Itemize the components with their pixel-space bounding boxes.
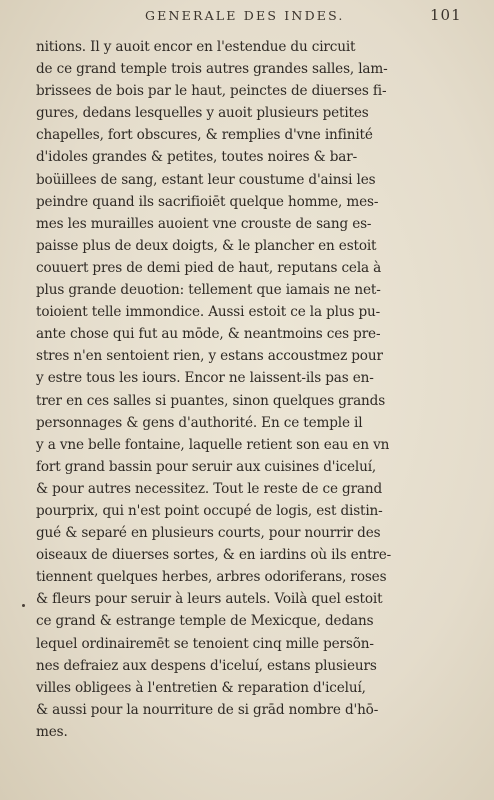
text-line: personnages & gens d'authorité. En ce temple il	[36, 414, 363, 431]
text-line: d'idoles grandes & petites, toutes noires & bar-	[36, 149, 358, 166]
page-header	[0, 6, 494, 28]
text-line: de ce grand temple trois autres grandes salles, lam-	[36, 61, 388, 78]
text-line: y estre tous les iours. Encor ne laissent-ils pas en-	[36, 370, 374, 387]
text-line: ce grand & estrange temple de Mexicque, dedans	[36, 613, 374, 630]
text-line: mes les murailles auoient vne crouste de sang es-	[36, 215, 372, 232]
text-line: paisse plus de deux doigts, & le plancher en estoit	[36, 237, 377, 254]
margin-mark	[22, 604, 25, 607]
text-line: mes.	[36, 723, 68, 740]
text-line: brissees de bois par le haut, peinctes de diuerses fi-	[36, 83, 387, 100]
text-line: & pour autres necessitez. Tout le reste de ce grand	[36, 480, 383, 497]
text-line: chapelles, fort obscures, & remplies d'vne infinité	[36, 127, 373, 144]
text-line: stres n'en sentoient rien, y estans accoustmez pour	[36, 348, 383, 365]
text-line: trer en ces salles si puantes, sinon quelques grands	[36, 392, 386, 409]
text-line: & fleurs pour seruir à leurs autels. Voilà quel estoit	[36, 591, 383, 608]
text-line: lequel ordinairemēt se tenoient cinq mille persõn-	[36, 635, 374, 652]
text-line: couuert pres de demi pied de haut, reputans cela à	[36, 259, 382, 276]
text-line: & aussi pour la nourriture de si grād nombre d'hō-	[36, 701, 379, 718]
text-line: y a vne belle fontaine, laquelle retient son eau en vn	[36, 436, 390, 453]
text-line: villes obligees à l'entretien & reparation d'iceluí,	[36, 679, 366, 696]
running-head: GENERALE DES INDES.	[145, 8, 345, 23]
text-line: boüillees de sang, estant leur coustume d'ainsi les	[36, 171, 376, 188]
page-number: 101	[430, 6, 462, 24]
text-line: gures, dedans lesquelles y auoit plusieurs petites	[36, 105, 369, 122]
text-line: nes defraiez aux despens d'iceluí, estans plusieurs	[36, 657, 377, 674]
text-line: tiennent quelques herbes, arbres odoriferans, roses	[36, 569, 387, 586]
text-line: fort grand bassin pour seruir aux cuisines d'iceluí,	[36, 458, 377, 475]
text-line: peindre quand ils sacrifioiēt quelque homme, mes-	[36, 193, 379, 210]
text-line: plus grande deuotion: tellement que iamais ne net-	[36, 282, 381, 299]
text-line: toioient telle immondice. Aussi estoit ce la plus pu-	[36, 304, 381, 321]
text-line: gué & separé en plusieurs courts, pour nourrir des	[36, 525, 381, 542]
text-line: oiseaux de diuerses sortes, & en iardins où ils entre-	[36, 547, 392, 564]
text-line: pourprix, qui n'est point occupé de logis, est distin-	[36, 502, 383, 519]
text-line: ante chose qui fut au mōde, & neantmoins ces pre-	[36, 326, 381, 343]
text-line: nitions. Il y auoit encor en l'estendue du circuit	[36, 39, 356, 55]
body-text	[36, 36, 478, 743]
